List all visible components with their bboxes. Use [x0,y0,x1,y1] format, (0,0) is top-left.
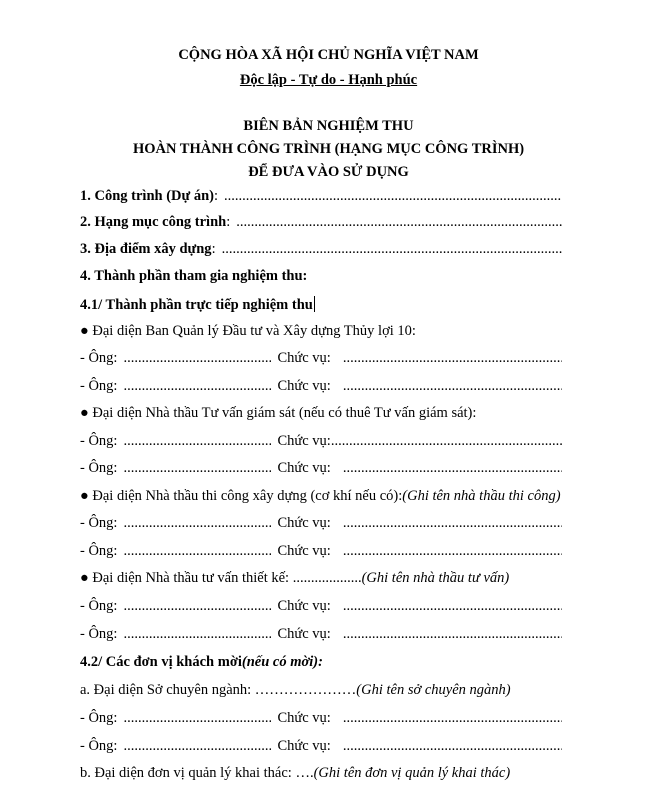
mr-label: - Ông: [80,515,118,531]
person-row[interactable] [80,624,562,644]
colon: : [226,214,231,230]
mr-label: - Ông: [80,626,118,642]
person-row[interactable] [80,596,562,616]
section-42-heading-text: 4.2/ Các đơn vị khách mời [80,654,242,670]
item-field[interactable] [80,212,562,232]
position-dots[interactable] [343,541,562,561]
section-4-heading [80,266,562,286]
guest-a-text: a. Đại diện Sở chuyên ngành: ………………… [80,682,357,698]
person-row[interactable] [80,431,562,451]
guest-b-text: b. Đại diện đơn vị quản lý khai thác: …. [80,765,314,781]
title-line-1: BIÊN BẢN NGHIỆM THU [243,118,414,134]
section-41-heading-text: 4.1/ Thành phần trực tiếp nghiệm thu [80,297,313,313]
name-dots[interactable] [123,376,271,396]
mr-label: - Ông: [80,460,118,476]
position-label: Chức vụ: [277,460,331,476]
title-line-2: HOÀN THÀNH CÔNG TRÌNH (HẠNG MỤC CÔNG TRÌNH) [132,141,525,157]
person-row[interactable] [80,541,562,561]
group-c-text: ● Đại diện Nhà thầu thi công xây dựng (cơ khí nếu có): [80,488,403,504]
group-b-text: ● Đại diện Nhà thầu Tư vấn giám sát (nếu có thuê Tư vấn giám sát): [80,405,477,421]
position-dots[interactable] [343,458,562,478]
name-dots[interactable] [123,458,271,478]
position-dots[interactable] [343,348,562,368]
person-row[interactable] [80,736,562,756]
group-a-label [80,321,562,341]
project-field[interactable] [80,186,562,206]
name-dots[interactable] [123,596,271,616]
group-b-label [80,403,562,423]
group-c-label [80,486,562,506]
mr-label: - Ông: [80,710,118,726]
person-row[interactable] [80,708,562,728]
name-dots[interactable] [123,736,271,756]
position-dots[interactable] [343,708,562,728]
mr-label: - Ông: [80,378,118,394]
item-label: 2. Hạng mục công trình [80,214,227,230]
person-row[interactable] [80,376,562,396]
position-dots[interactable] [343,376,562,396]
position-label: Chức vụ: [277,350,331,366]
project-label: 1. Công trình (Dự án) [80,188,214,204]
mr-label: - Ông: [80,598,118,614]
position-dots[interactable] [331,431,562,451]
project-input-dots[interactable] [224,186,562,206]
guest-a-note: (Ghi tên sở chuyên ngành) [356,682,511,698]
title-line-3: ĐỂ ĐƯA VÀO SỬ DỤNG [248,164,409,180]
nation-header: CỘNG HÒA XÃ HỘI CHỦ NGHĨA VIỆT NAM [178,47,479,63]
guest-b-note: (Ghi tên đơn vị quản lý khai thác) [313,765,511,781]
location-field[interactable] [80,239,562,259]
name-dots[interactable] [123,624,271,644]
position-label: Chức vụ: [277,598,331,614]
group-d-note: (Ghi tên nhà thầu tư vấn) [361,570,510,586]
motto: Độc lập - Tự do - Hạnh phúc [239,72,418,88]
group-c-note: (Ghi tên nhà thầu thi công) [402,488,561,504]
guest-a-label [80,680,562,700]
position-label: Chức vụ: [277,543,331,559]
colon: : [211,241,216,257]
name-dots[interactable] [123,431,271,451]
name-dots[interactable] [123,708,271,728]
position-dots[interactable] [343,513,562,533]
mr-label: - Ông: [80,738,118,754]
position-label: Chức vụ: [277,378,331,394]
group-a-text: ● Đại diện Ban Quản lý Đầu tư và Xây dựng Thủy lợi 10: [80,323,416,339]
location-input-dots[interactable] [222,239,562,259]
guest-b-label [80,763,562,783]
position-label: Chức vụ: [277,433,331,449]
section-41-heading[interactable] [80,293,562,313]
position-label: Chức vụ: [277,710,331,726]
name-dots[interactable] [123,348,271,368]
item-input-dots[interactable] [236,212,562,232]
person-row[interactable] [80,513,562,533]
position-label: Chức vụ: [277,738,331,754]
mr-label: - Ông: [80,433,118,449]
location-label: 3. Địa điểm xây dựng [80,241,212,257]
colon: : [213,188,219,204]
name-dots[interactable] [123,513,271,533]
position-dots[interactable] [343,596,562,616]
mr-label: - Ông: [80,350,118,366]
position-dots[interactable] [343,624,562,644]
position-label: Chức vụ: [277,626,331,642]
text-cursor [314,296,315,312]
section-42-note: (nếu có mời): [241,654,323,670]
group-d-text: ● Đại diện Nhà thầu tư vấn thiết kế: ................... [80,570,362,586]
mr-label: - Ông: [80,543,118,559]
person-row[interactable] [80,458,562,478]
name-dots[interactable] [123,541,271,561]
person-row[interactable] [80,348,562,368]
section-4-heading-text: 4. Thành phần tham gia nghiệm thu: [80,268,308,284]
position-dots[interactable] [343,736,562,756]
position-label: Chức vụ: [277,515,331,531]
group-d-label [80,568,562,588]
section-42-heading [80,652,562,672]
